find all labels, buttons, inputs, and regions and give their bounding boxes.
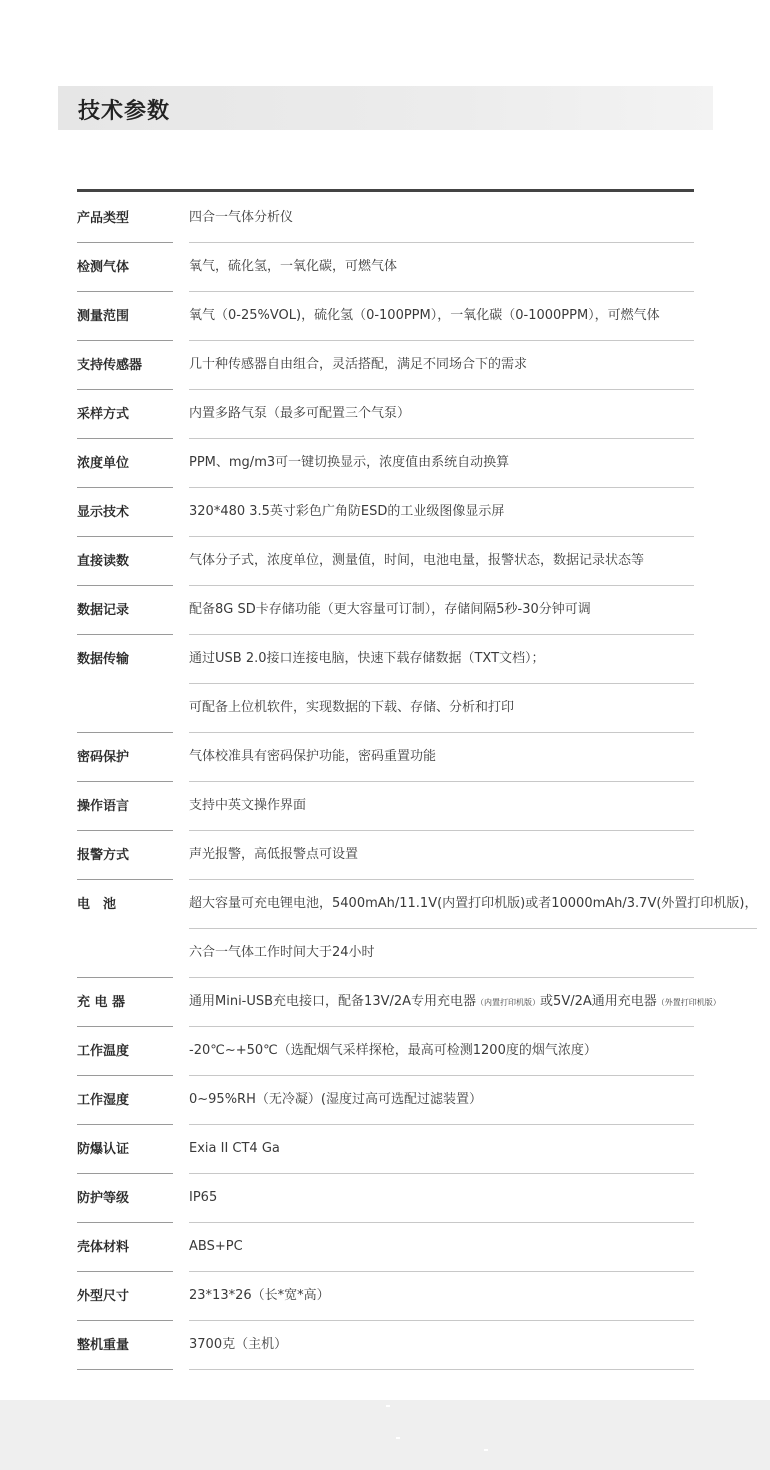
spec-label: 检测气体 — [77, 243, 173, 291]
spec-value-line: Exia II CT4 Ga — [189, 1141, 280, 1156]
spec-label: 测量范围 — [77, 292, 173, 340]
spec-value — [189, 292, 694, 340]
footer-band — [0, 1400, 770, 1470]
spec-value-line: 氧气，硫化氢，一氧化碳，可燃气体 — [189, 259, 398, 274]
charger-note: （外置打印机版） — [656, 998, 721, 1007]
spec-value-line: 几十种传感器自由组合，灵活搭配，满足不同场合下的需求 — [189, 357, 528, 372]
spec-label: 操作语言 — [77, 782, 173, 830]
spec-value — [189, 831, 694, 879]
spec-label: 报警方式 — [77, 831, 173, 879]
spec-gap — [173, 1076, 189, 1124]
spec-label: 电 池 — [77, 880, 173, 977]
spec-label: 产品类型 — [77, 194, 173, 242]
spec-gap — [173, 488, 189, 536]
charger-text: 通用Mini-USB充电接口，配备13V/2A专用充电器 — [189, 994, 477, 1009]
spec-gap — [173, 1125, 189, 1173]
spec-gap — [173, 439, 189, 487]
spec-value-line: 23*13*26（长*宽*高） — [189, 1288, 330, 1303]
spec-value-line: 超大容量可充电锂电池，5400mAh/11.1V(内置打印机版)或者10000mAh/3.7V(外置打印机版)， — [189, 880, 757, 929]
spec-value-line: 氧气（0-25%VOL)，硫化氢（0-100PPM），一氧化碳（0-1000PPM），可燃气体 — [189, 308, 660, 323]
spec-gap — [173, 1272, 189, 1320]
spec-label: 数据传输 — [77, 635, 173, 732]
spec-label: 数据记录 — [77, 586, 173, 634]
spec-gap — [173, 292, 189, 340]
section-title: 技术参数 — [78, 99, 171, 124]
spec-value-line: 内置多路气泵（最多可配置三个气泵） — [189, 406, 411, 421]
spec-value — [189, 635, 694, 732]
spec-label: 充 电 器 — [77, 978, 173, 1026]
spec-row — [77, 733, 694, 782]
spec-value — [189, 1223, 694, 1271]
spec-value-line — [189, 978, 721, 1026]
spec-gap — [173, 978, 189, 1026]
spec-gap — [173, 782, 189, 830]
spec-value — [189, 782, 694, 830]
spec-value — [189, 341, 694, 389]
spec-row — [77, 586, 694, 635]
spec-row — [77, 635, 694, 733]
spec-value — [189, 439, 694, 487]
spec-value-line: 可配备上位机软件，实现数据的下载、存储、分析和打印 — [189, 700, 515, 715]
spec-label: 密码保护 — [77, 733, 173, 781]
spec-value-line: 六合一气体工作时间大于24小时 — [189, 945, 375, 960]
spec-label: 工作湿度 — [77, 1076, 173, 1124]
spec-label: 防护等级 — [77, 1174, 173, 1222]
section-header — [58, 86, 713, 130]
charger-text: 或5V/2A通用充电器 — [540, 994, 657, 1009]
spec-value — [189, 733, 694, 781]
spec-row — [77, 1076, 694, 1125]
spec-row — [77, 1125, 694, 1174]
spec-row — [77, 1223, 694, 1272]
spec-value — [189, 880, 757, 977]
spec-label: 支持传感器 — [77, 341, 173, 389]
spec-label: 整机重量 — [77, 1321, 173, 1369]
spec-gap — [173, 1223, 189, 1271]
spec-value-line: 0~95%RH（无冷凝）(湿度过高可选配过滤装置） — [189, 1092, 482, 1107]
spec-row — [77, 292, 694, 341]
spec-gap — [173, 635, 189, 732]
spec-row — [77, 1027, 694, 1076]
spec-label: 直接读数 — [77, 537, 173, 585]
spec-label: 工作温度 — [77, 1027, 173, 1075]
spec-value — [189, 586, 694, 634]
spec-value — [189, 1272, 694, 1320]
spec-label: 浓度单位 — [77, 439, 173, 487]
spec-gap — [173, 586, 189, 634]
spec-value-line: 320*480 3.5英寸彩色广角防ESD的工业级图像显示屏 — [189, 504, 505, 519]
spec-value-line: 声光报警，高低报警点可设置 — [189, 847, 359, 862]
spec-row — [77, 439, 694, 488]
spec-value-line: 通过USB 2.0接口连接电脑，快速下载存储数据（TXT文档）； — [189, 635, 694, 684]
spec-value — [189, 978, 721, 1026]
spec-row — [77, 390, 694, 439]
spec-table — [77, 194, 758, 1370]
spec-gap — [173, 243, 189, 291]
spec-value — [189, 390, 694, 438]
spec-row — [77, 341, 694, 390]
spec-value-line: IP65 — [189, 1190, 218, 1205]
spec-value — [189, 488, 694, 536]
spec-value — [189, 243, 694, 291]
spec-value — [189, 194, 694, 242]
spec-gap — [173, 1321, 189, 1369]
spec-value-line: 气体校准具有密码保护功能，密码重置功能 — [189, 749, 437, 764]
spec-value-line: -20℃~+50℃（选配烟气采样探枪，最高可检测1200度的烟气浓度） — [189, 1043, 597, 1058]
spec-gap — [173, 880, 189, 977]
spec-row — [77, 537, 694, 586]
spec-row — [77, 194, 694, 243]
spec-row — [77, 1272, 694, 1321]
spec-value — [189, 1321, 694, 1369]
spec-gap — [173, 341, 189, 389]
spec-value-line: 配备8G SD卡存储功能（更大容量可订制），存储间隔5秒-30分钟可调 — [189, 602, 591, 617]
spec-row — [77, 782, 694, 831]
spec-value-line: 四合一气体分析仪 — [189, 210, 294, 225]
spec-row — [77, 243, 694, 292]
spec-gap — [173, 194, 189, 242]
spec-label: 显示技术 — [77, 488, 173, 536]
spec-value — [189, 1174, 694, 1222]
spec-label: 外型尺寸 — [77, 1272, 173, 1320]
spec-value-line: ABS+PC — [189, 1239, 243, 1254]
spec-label: 壳体材料 — [77, 1223, 173, 1271]
spec-value-line: PPM、mg/m3可一键切换显示，浓度值由系统自动换算 — [189, 455, 510, 470]
spec-row — [77, 880, 758, 978]
spec-gap — [173, 537, 189, 585]
spec-value — [189, 1125, 694, 1173]
spec-value-line: 3700克（主机） — [189, 1337, 288, 1352]
spec-gap — [173, 831, 189, 879]
table-top-rule — [77, 189, 694, 192]
spec-label: 防爆认证 — [77, 1125, 173, 1173]
spec-row — [77, 978, 721, 1027]
spec-label: 采样方式 — [77, 390, 173, 438]
spec-gap — [173, 390, 189, 438]
spec-gap — [173, 1174, 189, 1222]
spec-gap — [173, 733, 189, 781]
spec-value — [189, 1027, 694, 1075]
spec-gap — [173, 1027, 189, 1075]
spec-row — [77, 488, 694, 537]
spec-row — [77, 1174, 694, 1223]
spec-value — [189, 1076, 694, 1124]
spec-value-line: 气体分子式，浓度单位，测量值，时间，电池电量，报警状态，数据记录状态等 — [189, 553, 645, 568]
spec-row — [77, 831, 694, 880]
spec-row — [77, 1321, 694, 1370]
spec-value-line: 支持中英文操作界面 — [189, 798, 307, 813]
charger-note: （内置打印机版） — [476, 998, 541, 1007]
spec-value — [189, 537, 694, 585]
